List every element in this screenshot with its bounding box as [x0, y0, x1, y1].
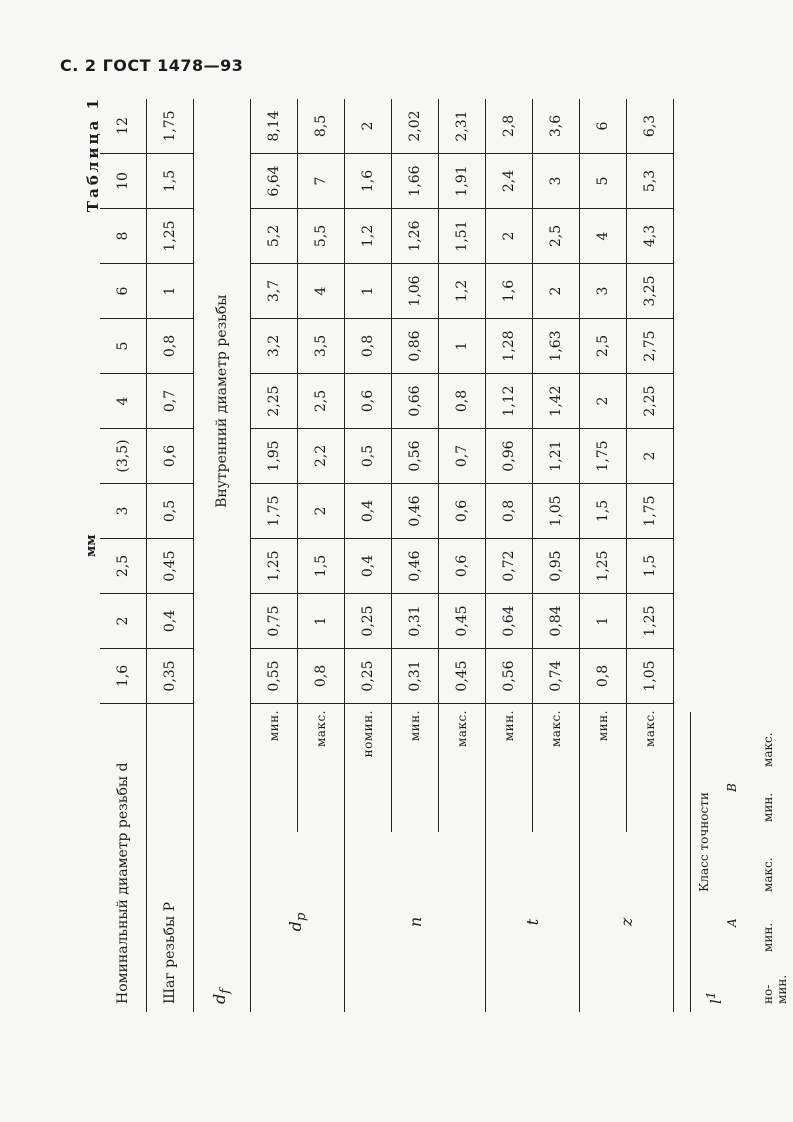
- value-cell: 0,46: [392, 539, 439, 594]
- value-cell: 8,5: [298, 99, 345, 154]
- nominal-cell: 6: [100, 264, 147, 319]
- value-cell: 4: [580, 209, 627, 264]
- value-cell: 0,6: [439, 484, 486, 539]
- value-cell: 0,55: [251, 649, 298, 704]
- row-pitch: [147, 99, 194, 1012]
- value-cell: 1,6: [345, 154, 392, 209]
- value-cell: 6,3: [627, 99, 674, 154]
- pitch-cell: 1,75: [147, 99, 194, 154]
- value-cell: 1,2: [439, 264, 486, 319]
- value-cell: 3,5: [298, 319, 345, 374]
- value-cell: 1: [298, 594, 345, 649]
- rotated-table-container: [84, 92, 789, 1012]
- value-cell: 0,56: [486, 649, 533, 704]
- table-row: [580, 99, 627, 1012]
- value-cell: 1,21: [533, 429, 580, 484]
- value-cell: 0,74: [533, 649, 580, 704]
- sub-label: макс.: [298, 704, 345, 833]
- value-cell: 2,2: [298, 429, 345, 484]
- value-cell: 1,05: [627, 649, 674, 704]
- nominal-cell: 2,5: [100, 539, 147, 594]
- value-cell: 1,05: [533, 484, 580, 539]
- value-cell: 0,75: [251, 594, 298, 649]
- value-cell: 3,7: [251, 264, 298, 319]
- row-label-nominal: Номинальный диаметр резьбы d: [100, 704, 147, 1013]
- row-nominal: [100, 99, 147, 1012]
- nominal-cell: 8: [100, 209, 147, 264]
- group-subscript: p: [294, 912, 310, 922]
- value-cell: 0,96: [486, 429, 533, 484]
- value-cell: 0,84: [533, 594, 580, 649]
- group-label-t: t: [486, 832, 580, 1012]
- sub-label: мин.: [251, 704, 298, 833]
- row-label-pitch: Шаг резьбы P: [147, 704, 194, 1013]
- value-cell: 2: [580, 374, 627, 429]
- value-cell: 3,6: [533, 99, 580, 154]
- accuracy-nominal-label: но-мин.: [761, 974, 789, 1004]
- value-cell: 2: [298, 484, 345, 539]
- value-cell: 0,8: [439, 374, 486, 429]
- value-cell: 5,5: [298, 209, 345, 264]
- value-cell: 1,66: [392, 154, 439, 209]
- value-cell: 0,7: [439, 429, 486, 484]
- row-label-df: $d_f$: [194, 704, 251, 1013]
- pitch-cell: 1,5: [147, 154, 194, 209]
- row-section: [194, 99, 251, 1012]
- sub-label: номин.: [345, 704, 392, 833]
- pitch-cell: 0,45: [147, 539, 194, 594]
- value-cell: 1,5: [580, 484, 627, 539]
- value-cell: 1: [580, 594, 627, 649]
- value-cell: 2,02: [392, 99, 439, 154]
- pitch-cell: 0,4: [147, 594, 194, 649]
- value-cell: 0,86: [392, 319, 439, 374]
- units-label: мм: [84, 534, 99, 557]
- sub-label: мин.: [580, 704, 627, 833]
- accuracy-class-b: B: [725, 783, 739, 792]
- value-cell: 1,25: [627, 594, 674, 649]
- value-cell: 6: [580, 99, 627, 154]
- value-cell: 8,14: [251, 99, 298, 154]
- value-cell: 1,28: [486, 319, 533, 374]
- value-cell: 7: [298, 154, 345, 209]
- nominal-cell: 3: [100, 484, 147, 539]
- value-cell: 0,6: [345, 374, 392, 429]
- value-cell: 1,25: [251, 539, 298, 594]
- value-cell: 1,2: [345, 209, 392, 264]
- value-cell: 0,5: [345, 429, 392, 484]
- accuracy-symbol: $l^1$: [703, 991, 725, 1004]
- table-row: [486, 99, 533, 1012]
- nominal-cell: 10: [100, 154, 147, 209]
- value-cell: 2,25: [627, 374, 674, 429]
- value-cell: 1,5: [627, 539, 674, 594]
- sub-label: мин.: [486, 704, 533, 833]
- table-row: [345, 99, 392, 1012]
- value-cell: 0,25: [345, 594, 392, 649]
- table-row: [251, 99, 298, 1012]
- value-cell: 4: [298, 264, 345, 319]
- value-cell: 4,3: [627, 209, 674, 264]
- value-cell: 6,64: [251, 154, 298, 209]
- value-cell: 0,6: [439, 539, 486, 594]
- sub-label: макс.: [627, 704, 674, 833]
- value-cell: 0,8: [580, 649, 627, 704]
- pitch-cell: 0,8: [147, 319, 194, 374]
- value-cell: 1,75: [627, 484, 674, 539]
- pitch-cell: 0,5: [147, 484, 194, 539]
- value-cell: 1,75: [580, 429, 627, 484]
- table-title: Таблица 1: [84, 96, 102, 213]
- pitch-cell: 0,6: [147, 429, 194, 484]
- pitch-cell: 1: [147, 264, 194, 319]
- value-cell: 0,95: [533, 539, 580, 594]
- value-cell: 2,5: [580, 319, 627, 374]
- group-label-z: z: [580, 832, 674, 1012]
- value-cell: 1,25: [580, 539, 627, 594]
- sub-label: макс.: [533, 704, 580, 833]
- value-cell: 0,46: [392, 484, 439, 539]
- value-cell: 2,25: [251, 374, 298, 429]
- value-cell: 3,25: [627, 264, 674, 319]
- value-cell: 1,6: [486, 264, 533, 319]
- value-cell: 0,64: [486, 594, 533, 649]
- pitch-cell: 0,35: [147, 649, 194, 704]
- value-cell: 2,8: [486, 99, 533, 154]
- value-cell: 1: [439, 319, 486, 374]
- value-cell: 0,31: [392, 649, 439, 704]
- value-cell: 0,25: [345, 649, 392, 704]
- value-cell: 2: [486, 209, 533, 264]
- accuracy-a-min: мин.: [761, 922, 775, 952]
- accuracy-b-max: макс.: [761, 732, 775, 767]
- value-cell: 1,12: [486, 374, 533, 429]
- value-cell: 2: [627, 429, 674, 484]
- value-cell: 0,31: [392, 594, 439, 649]
- pitch-cell: 1,25: [147, 209, 194, 264]
- value-cell: 1,51: [439, 209, 486, 264]
- value-cell: 2: [533, 264, 580, 319]
- value-cell: 0,8: [345, 319, 392, 374]
- value-cell: 2,75: [627, 319, 674, 374]
- value-cell: 1,95: [251, 429, 298, 484]
- sub-label: мин.: [392, 704, 439, 833]
- value-cell: 0,72: [486, 539, 533, 594]
- nominal-cell: 4: [100, 374, 147, 429]
- value-cell: 3,2: [251, 319, 298, 374]
- value-cell: 0,4: [345, 484, 392, 539]
- value-cell: 0,66: [392, 374, 439, 429]
- value-cell: 2,4: [486, 154, 533, 209]
- value-cell: 3: [533, 154, 580, 209]
- value-cell: 0,8: [486, 484, 533, 539]
- accuracy-class-a: A: [725, 918, 739, 927]
- nominal-cell: 2: [100, 594, 147, 649]
- value-cell: 1,91: [439, 154, 486, 209]
- nominal-cell: (3,5): [100, 429, 147, 484]
- value-cell: 1,63: [533, 319, 580, 374]
- value-cell: 2: [345, 99, 392, 154]
- accuracy-b-min: мин.: [761, 792, 775, 822]
- value-cell: 5: [580, 154, 627, 209]
- value-cell: 5,2: [251, 209, 298, 264]
- value-cell: 3: [580, 264, 627, 319]
- value-cell: 1: [345, 264, 392, 319]
- value-cell: 5,3: [627, 154, 674, 209]
- value-cell: 0,45: [439, 594, 486, 649]
- value-cell: 1,06: [392, 264, 439, 319]
- value-cell: 0,8: [298, 649, 345, 704]
- group-label-n: n: [345, 832, 486, 1012]
- accuracy-class-block: [690, 712, 793, 1012]
- accuracy-a-max: макс.: [761, 857, 775, 892]
- value-cell: 0,4: [345, 539, 392, 594]
- value-cell: 1,75: [251, 484, 298, 539]
- df-subscript: f: [218, 988, 234, 994]
- value-cell: 2,5: [533, 209, 580, 264]
- nominal-cell: 1,6: [100, 649, 147, 704]
- pitch-cell: 0,7: [147, 374, 194, 429]
- group-label-d: $d_p$: [251, 832, 345, 1012]
- section-title: Внутренний диаметр резьбы: [194, 99, 251, 704]
- accuracy-class-label: Класс точности: [697, 792, 711, 892]
- value-cell: 0,56: [392, 429, 439, 484]
- value-cell: 1,5: [298, 539, 345, 594]
- sub-label: макс.: [439, 704, 486, 833]
- thread-table: [100, 99, 674, 1012]
- value-cell: 2,5: [298, 374, 345, 429]
- value-cell: 2,31: [439, 99, 486, 154]
- value-cell: 1,26: [392, 209, 439, 264]
- value-cell: 0,45: [439, 649, 486, 704]
- nominal-cell: 12: [100, 99, 147, 154]
- value-cell: 1,42: [533, 374, 580, 429]
- page-header: С. 2 ГОСТ 1478—93: [60, 56, 244, 75]
- nominal-cell: 5: [100, 319, 147, 374]
